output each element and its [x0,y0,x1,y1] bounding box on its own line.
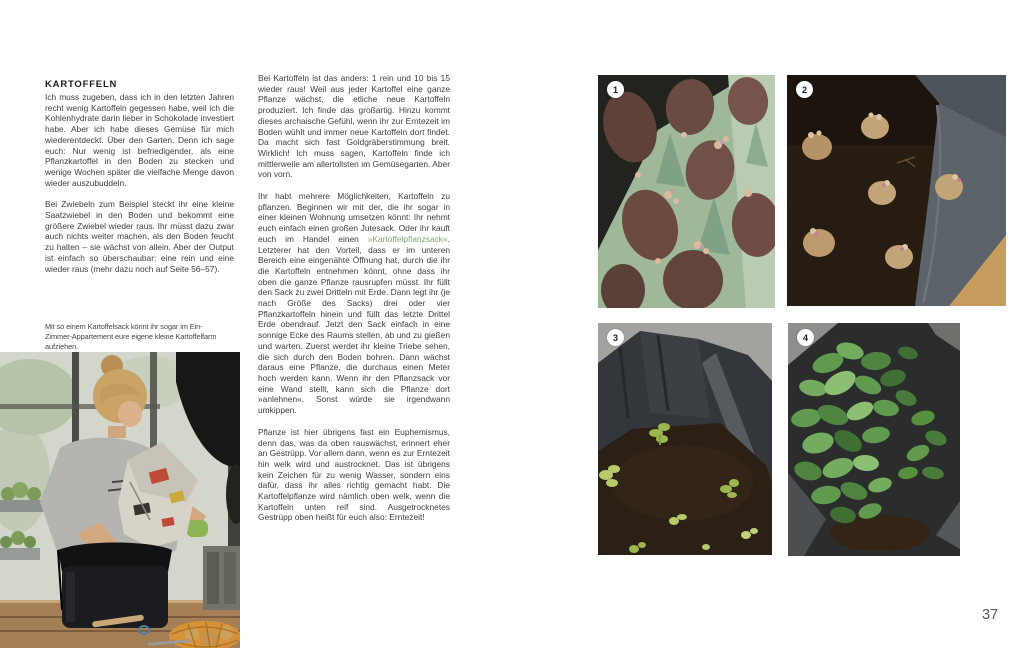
photo-number-badge: 4 [797,329,814,346]
photo-illustration [0,352,240,648]
paragraph-text: Ihr habt mehrere Möglichkeiten, Kartoffeln zu pflanzen. Beginnen wir mit der, die ihr sogar in einer kleinen Wohnung umsetzen könnt: Ihr nehmt euch einfach einen großen Jutesack. Oder ihr kauft euch im Handel einen [258,191,450,244]
paragraph: Bei Kartoffeln ist das anders: 1 rein und 10 bis 15 wieder raus! Weil aus jeder Kartoffel eine ganze Pflanze wächst, die etliche neue Kartoffeln produziert. Ich finde das großartig. Hinzu kommt dieses archaische Gefühl, wenn ihr zur Erntezeit im Boden wühlt und immer neue Kartoffeln dort findet. Da macht sich fast Goldgräberstimmung breit. Wirklich! Ich muss sagen, Kartoffeln finde ich mittlerweile am allertollsten im Gemüsegarten. Aber von vorn. [258,73,450,180]
photo-illustration [598,323,772,555]
photo-potato-seedlings [598,323,772,555]
photo-illustration [788,323,960,556]
paragraph [258,191,450,416]
middle-text-column [258,73,450,534]
photo-number-badge: 3 [607,329,624,346]
paragraph: Ich muss zugeben, dass ich in den letzten Jahren recht wenig Kartoffeln gegessen habe, weil ich die Kohlenhydrate darin lieber in Schokolade investiert habe. Aber ich habe dieses Gemüse für mich wiederentdeckt. Über den Garten. Denn ich sage euch: Nur wenig ist befriedigender, als eine Pflanzkartoffel in den Boden zu stecken und wenige Wochen später die vielfache Menge davon wieder auszubuddeln. [45,92,234,188]
photo-number-badge: 1 [607,81,624,98]
photo-sprouting-potatoes-in-egg-carton [598,75,775,308]
black-fabric-pot [58,543,172,629]
photo-grown-potato-plant [788,323,960,556]
garden-glove [186,520,208,537]
left-text-column [45,92,234,285]
photo-number-badge: 2 [796,81,813,98]
highlighted-term: »Kartoffelpflanzsack« [367,233,448,244]
photo-illustration [598,75,775,308]
page-title: KARTOFFELN [45,79,118,90]
paragraph: Pflanze ist hier übrigens fast ein Euphemismus, denn das, was da oben rauswächst, erinnert eher an Gestrüpp. Vor allem dann, wenn es zur Erntezeit hin welk wird und austrocknet. Das ist übrigens kein Zeichen für zu wenig Wasser, sondern eins dafür, dass ihr alles richtig gemacht habt. Die Kartoffelpflanze wird nämlich oben welk, wenn die Kartoffeln unten reif sind. Ausgetrocknetes Gestrüpp oben heißt für euch also: Erntezeit! [258,426,450,523]
photo-seed-potatoes-on-soil [787,75,1006,306]
paragraph: Bei Zwiebeln zum Beispiel steckt ihr eine kleine Saatzwiebel in den Boden und bekommt eine größere Zwiebel wieder raus. Ihr müsst dazu zwar auch nichts weiter machen, als den Boden feucht zu halten – sie wächst von allein. Aber der Output ist einfach so überschaubar: eine rein und eine wieder raus (mehr dazu noch auf Seite 56–57). [45,199,234,274]
photo-caption: Mit so einem Kartoffelsack könnt ihr sogar im Ein-Zimmer-Appartement eure eigene kleine Kartoffelfarm aufziehen. [45,322,217,351]
photo-illustration [787,75,1006,306]
paragraph-text: . Letzterer hat den Vorteil, dass er im unteren Bereich eine eingenähte Öffnung hat, durch die ihr die Kartoffeln entnehmen könnt, ohne dass ihr oben die ganze Pflanze rausrupfen müsst. Ihr füllt den Sack zu zwei Dritteln mit Erde. Dann legt ihr (je nach Größe des Sacks) drei oder vier Pflanzkartoffeln hinein und füllt das letzte Drittel Erde obendrauf. Jetzt den Sack einfach in eine sonnige Ecke des Raums stellen, ab und zu gießen und warten. Zuerst werdet ihr kleine Triebe sehen, die sich durch den Boden bohren. Dann wächst daraus eine Pflanze, die durchaus einen Meter hoch werden kann. Wenn ihr den Pflanzsack vor eine Wand stellt, kann sich die Pflanze dort »anlehnen«. Sonst würde sie irgendwann umkippen. [258,233,450,416]
page-number: 37 [982,607,999,623]
photo-woman-filling-potato-sack [0,352,240,648]
